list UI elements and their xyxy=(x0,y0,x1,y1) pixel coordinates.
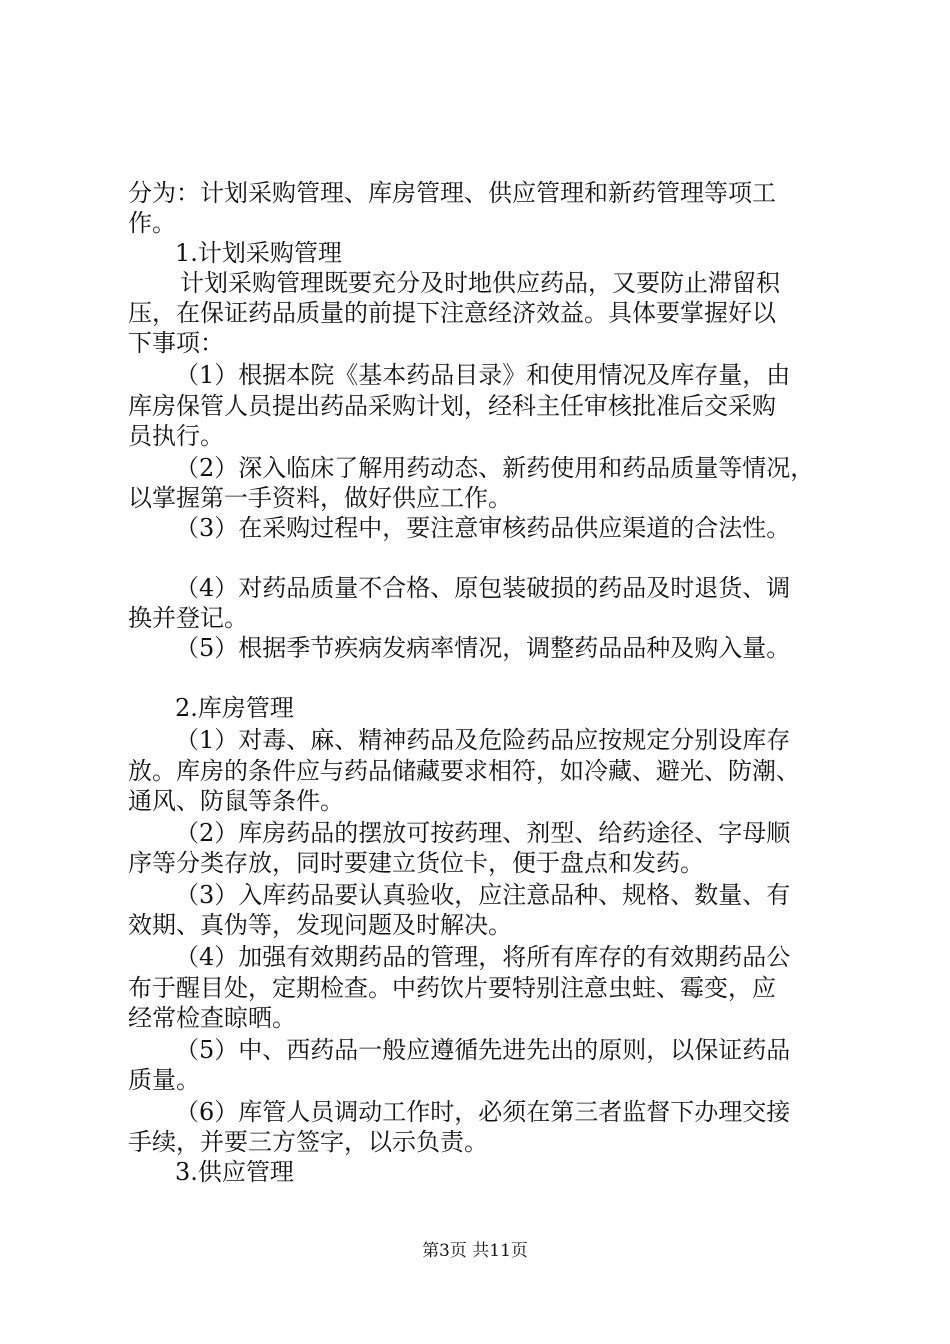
text-line: 效期、真伪等，发现问题及时解决。 xyxy=(128,911,512,939)
text-line: 作。 xyxy=(128,209,176,237)
text-line: （6）库管人员调动工作时，必须在第三者监督下办理交接 xyxy=(175,1098,791,1126)
text-line: 下事项： xyxy=(128,329,224,357)
text-line: 序等分类存放，同时要建立货位卡，便于盘点和发药。 xyxy=(128,849,704,877)
section-heading: 1.计划采购管理 xyxy=(175,239,342,267)
text-line: （4）对药品质量不合格、原包装破损的药品及时退货、调 xyxy=(175,574,791,602)
text-line: 布于醒目处，定期检查。中药饮片要特别注意虫蛀、霉变，应 xyxy=(128,974,776,1002)
text-line: （2）深入临床了解用药动态、新药使用和药品质量等情况， xyxy=(175,454,815,482)
text-line: 以掌握第一手资料，做好供应工作。 xyxy=(128,484,512,512)
text-line: 经常检查晾晒。 xyxy=(128,1004,296,1032)
text-line: （4）加强有效期药品的管理，将所有库存的有效期药品公 xyxy=(175,943,791,971)
section-heading: 2.库房管理 xyxy=(175,694,294,722)
text-line: 换并登记。 xyxy=(128,604,248,632)
text-line: 压，在保证药品质量的前提下注意经济效益。具体要掌握好以 xyxy=(128,299,776,327)
page-footer: 第3页 共11页 xyxy=(422,1241,528,1261)
text-line: 计划采购管理既要充分及时地供应药品，又要防止滞留积 xyxy=(180,269,780,297)
text-line: 通风、防鼠等条件。 xyxy=(128,787,344,815)
text-line: 手续，并要三方签字，以示负责。 xyxy=(128,1128,488,1156)
text-line: 质量。 xyxy=(128,1066,200,1094)
text-line: （3）在采购过程中，要注意审核药品供应渠道的合法性。 xyxy=(175,514,791,542)
text-line: （1）根据本院《基本药品目录》和使用情况及库存量，由 xyxy=(175,361,791,389)
text-line: 员执行。 xyxy=(128,422,224,450)
text-line: 库房保管人员提出药品采购计划，经科主任审核批准后交采购 xyxy=(128,392,776,420)
text-line: （1）对毒、麻、精神药品及危险药品应按规定分别设库存 xyxy=(175,726,791,754)
text-line: （2）库房药品的摆放可按药理、剂型、给药途径、字母顺 xyxy=(175,819,791,847)
text-line: （5）根据季节疾病发病率情况，调整药品品种及购入量。 xyxy=(175,634,791,662)
text-line: 分为：计划采购管理、库房管理、供应管理和新药管理等项工 xyxy=(128,179,776,207)
text-line: （3）入库药品要认真验收，应注意品种、规格、数量、有 xyxy=(175,881,791,909)
section-heading: 3.供应管理 xyxy=(175,1158,294,1186)
text-line: （5）中、西药品一般应遵循先进先出的原则，以保证药品 xyxy=(175,1036,791,1064)
text-line: 放。库房的条件应与药品储藏要求相符，如冷藏、避光、防潮、 xyxy=(128,757,800,785)
